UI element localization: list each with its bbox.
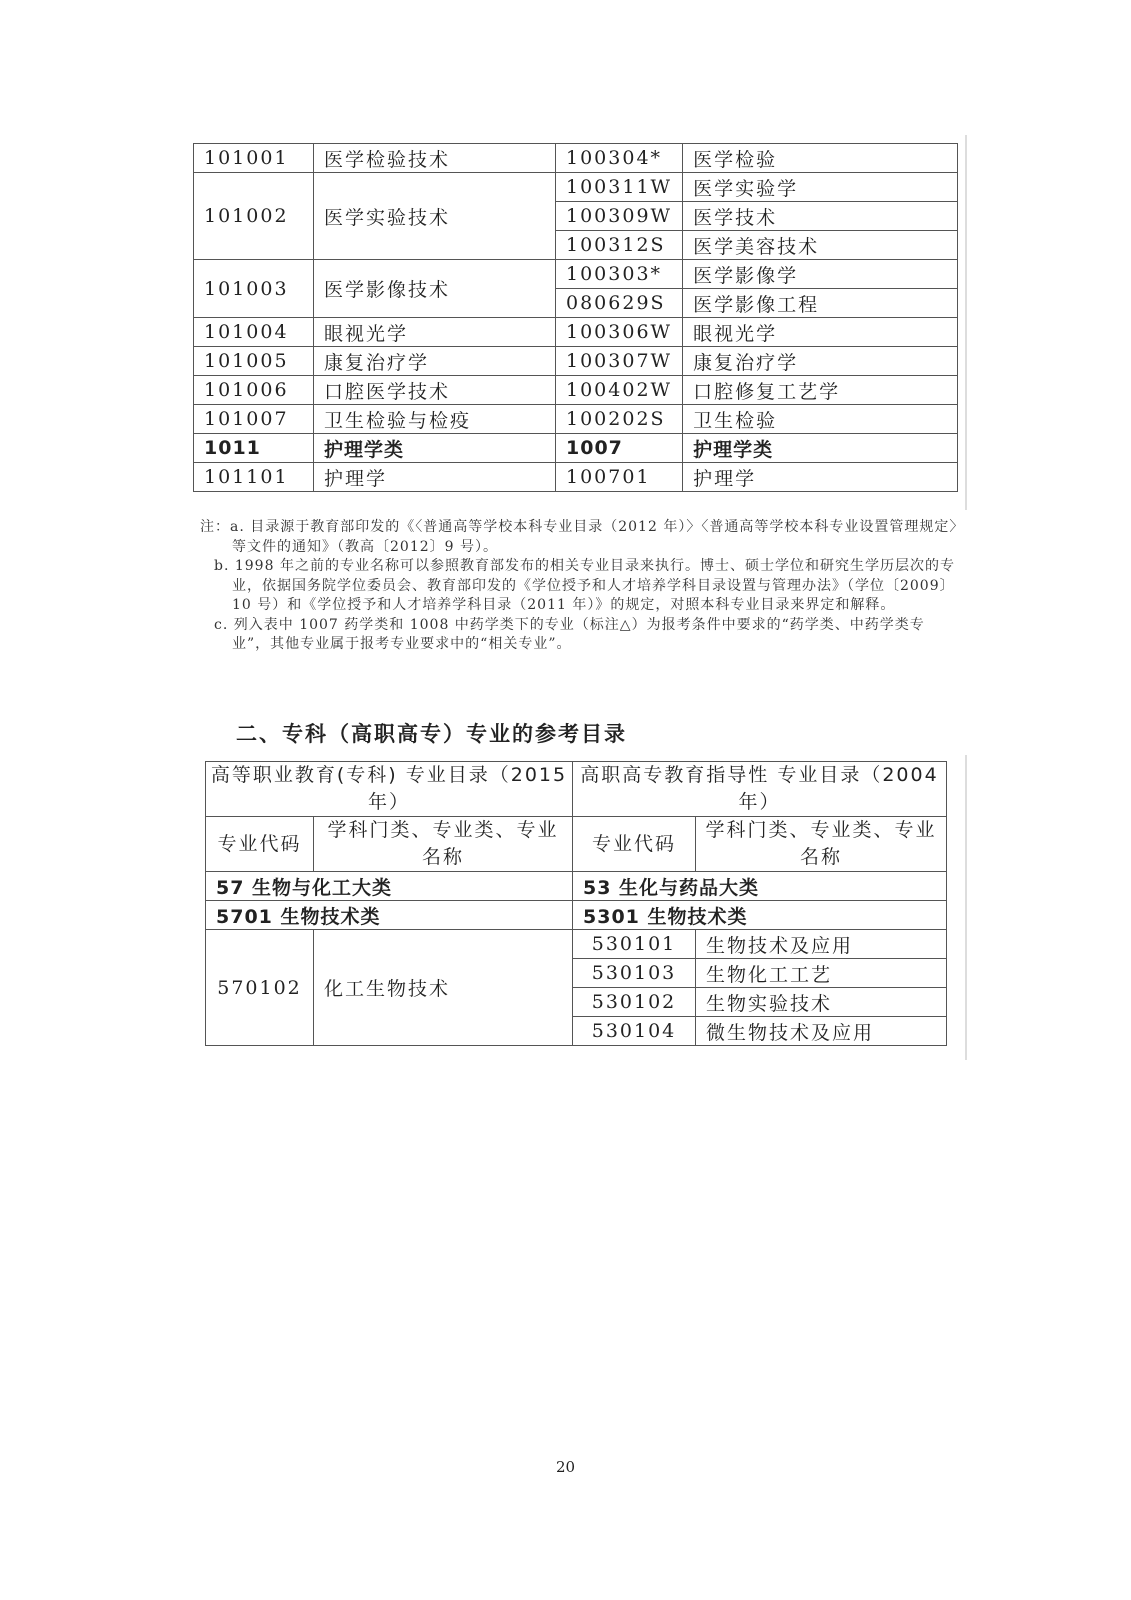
header-right: 高职高专教育指导性 专业目录（2004 年）: [573, 762, 947, 817]
table-row-category: [206, 872, 947, 901]
cell: 生物技术及应用: [696, 930, 947, 959]
scan-edge: [965, 135, 967, 510]
cell: 101001: [194, 144, 314, 173]
cell: 530103: [573, 959, 696, 988]
table-row: [194, 318, 958, 347]
cell: 100312S: [556, 231, 683, 260]
table-header-row: [206, 762, 947, 817]
cell: 护理学: [683, 463, 958, 492]
table-row: [194, 260, 958, 289]
cell: 101002: [194, 173, 314, 260]
cell: 生物实验技术: [696, 988, 947, 1017]
cell: 医学实验技术: [314, 173, 556, 260]
cell: 100306W: [556, 318, 683, 347]
column-header: 专业代码: [206, 817, 314, 872]
cell: 530101: [573, 930, 696, 959]
cell: 化工生物技术: [314, 930, 573, 1046]
column-header: 专业代码: [573, 817, 696, 872]
cell: 530102: [573, 988, 696, 1017]
cell: 口腔医学技术: [314, 376, 556, 405]
table-row: [206, 930, 947, 959]
vocational-major-table: [205, 761, 947, 1046]
table-header-row: [206, 817, 947, 872]
scan-edge: [965, 755, 967, 1060]
cell: 眼视光学: [683, 318, 958, 347]
cell: 100309W: [556, 202, 683, 231]
cell: 医学影像工程: [683, 289, 958, 318]
cell: 医学影像技术: [314, 260, 556, 318]
table-row-category: [206, 901, 947, 930]
table-row: [194, 463, 958, 492]
table-row-category: [194, 434, 958, 463]
cell: 101005: [194, 347, 314, 376]
cell: 5301 生物技术类: [573, 901, 947, 930]
cell: 5701 生物技术类: [206, 901, 573, 930]
cell: 医学技术: [683, 202, 958, 231]
cell: 100701: [556, 463, 683, 492]
note-a: 注：a. 目录源于教育部印发的《〈普通高等学校本科专业目录（2012 年）〉〈普通高等学校本科专业设置管理规定〉等文件的通知》（教高〔2012〕9 号）。: [200, 519, 958, 555]
undergraduate-major-table: [193, 143, 958, 492]
cell: 口腔修复工艺学: [683, 376, 958, 405]
cell: 医学检验: [683, 144, 958, 173]
section-title: 二、专科（高职高专）专业的参考目录: [236, 722, 627, 746]
column-header: 学科门类、专业类、专业名称: [696, 817, 947, 872]
cell: 卫生检验与检疫: [314, 405, 556, 434]
cell: 57 生物与化工大类: [206, 872, 573, 901]
cell: 101004: [194, 318, 314, 347]
cell: 医学影像学: [683, 260, 958, 289]
cell: 生物化工工艺: [696, 959, 947, 988]
cell: 53 生化与药品大类: [573, 872, 947, 901]
note-c: c. 列入表中 1007 药学类和 1008 中药学类下的专业（标注△）为报考条件中要求的“药学类、中药学类专业”，其他专业属于报考专业要求中的“相关专业”。: [214, 616, 925, 652]
cell: 1007: [556, 434, 683, 463]
cell: 101007: [194, 405, 314, 434]
cell: 101003: [194, 260, 314, 318]
cell: 101006: [194, 376, 314, 405]
cell: 570102: [206, 930, 314, 1046]
table-row: [194, 405, 958, 434]
cell: 080629S: [556, 289, 683, 318]
cell: 康复治疗学: [314, 347, 556, 376]
cell: 医学检验技术: [314, 144, 556, 173]
cell: 护理学: [314, 463, 556, 492]
cell: 530104: [573, 1017, 696, 1046]
cell: 医学美容技术: [683, 231, 958, 260]
cell: 100402W: [556, 376, 683, 405]
page-number: 20: [555, 1458, 576, 1476]
cell: 101101: [194, 463, 314, 492]
header-left: 高等职业教育(专科) 专业目录（2015 年）: [206, 762, 573, 817]
cell: 护理学类: [683, 434, 958, 463]
cell: 护理学类: [314, 434, 556, 463]
column-header: 学科门类、专业类、专业名称: [314, 817, 573, 872]
table-row: [194, 347, 958, 376]
cell: 1011: [194, 434, 314, 463]
cell: 100311W: [556, 173, 683, 202]
cell: 卫生检验: [683, 405, 958, 434]
table-row: [194, 173, 958, 202]
note-b: b. 1998 年之前的专业名称可以参照教育部发布的相关专业目录来执行。博士、硕士学位和研究生学历层次的专业，依据国务院学位委员会、教育部印发的《学位授予和人才培养学科目录设置与管理办法》（学位〔2009〕10 号）和《学位授予和人才培养学科目录（2011 年）》的规定，对照本科专业目录来界定和解释。: [214, 558, 955, 613]
cell: 100303*: [556, 260, 683, 289]
cell: 眼视光学: [314, 318, 556, 347]
cell: 100202S: [556, 405, 683, 434]
table-row: [194, 376, 958, 405]
cell: 微生物技术及应用: [696, 1017, 947, 1046]
cell: 医学实验学: [683, 173, 958, 202]
cell: 100304*: [556, 144, 683, 173]
table-row: [194, 144, 958, 173]
table-notes: [200, 518, 960, 655]
cell: 康复治疗学: [683, 347, 958, 376]
cell: 100307W: [556, 347, 683, 376]
